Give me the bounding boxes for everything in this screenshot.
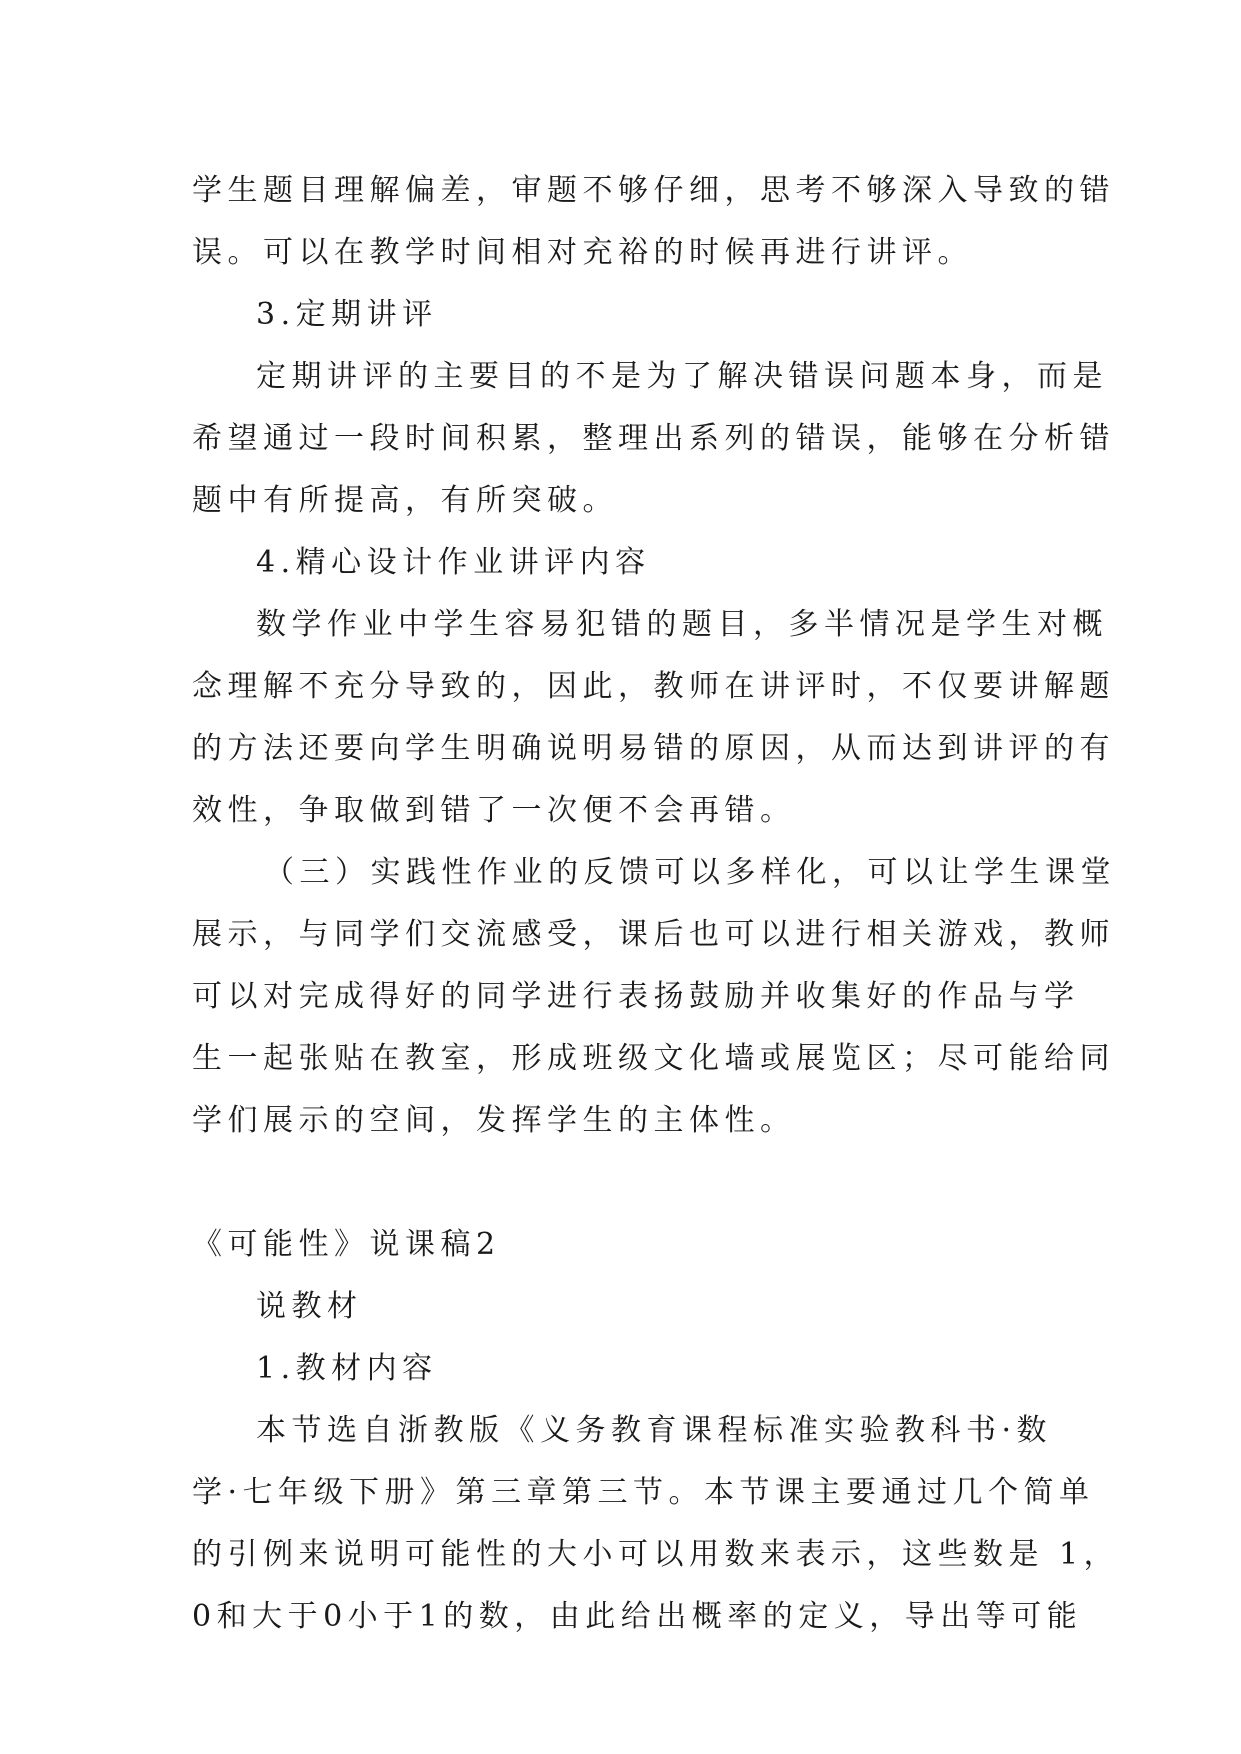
- paragraph-line: 本节选自浙教版《义务教育课程标准实验教科书·数: [256, 1413, 1053, 1448]
- paragraph-line: 数学作业中学生容易犯错的题目，多半情况是学生对概: [256, 607, 1108, 642]
- paragraph-line: 的方法还要向学生明确说明易错的原因，从而达到讲评的有: [192, 731, 1115, 766]
- paragraph-line: 学们展示的空间，发挥学生的主体性。: [192, 1103, 796, 1138]
- paragraph-line: 希望通过一段时间积累，整理出系列的错误，能够在分析错: [192, 421, 1115, 456]
- paragraph-line: 学·七年级下册》第三章第三节。本节课主要通过几个简单: [192, 1475, 1095, 1510]
- paragraph-line: （三）实践性作业的反馈可以多样化，可以让学生课堂: [264, 855, 1116, 890]
- section-spacer: [192, 1152, 1052, 1214]
- paragraph-line: 误。可以在教学时间相对充裕的时候再进行讲评。: [192, 235, 973, 270]
- paragraph-line: 效性，争取做到错了一次便不会再错。: [192, 793, 796, 828]
- paragraph-line: 题中有所提高，有所突破。: [192, 483, 618, 518]
- paragraph-line: 展示，与同学们交流感受，课后也可以进行相关游戏，教师: [192, 917, 1115, 952]
- paragraph-line: 的引例来说明可能性的大小可以用数来表示，这些数是 1，: [192, 1537, 1120, 1572]
- section-heading: 4.精心设计作业讲评内容: [256, 545, 651, 580]
- paragraph-line: 生一起张贴在教室，形成班级文化墙或展览区；尽可能给同: [192, 1041, 1115, 1076]
- section-heading: 1.教材内容: [256, 1351, 438, 1386]
- paragraph-line: 0和大于0小于1的数，由此给出概率的定义，导出等可能: [192, 1599, 1083, 1634]
- paragraph-line: 定期讲评的主要目的不是为了解决错误问题本身，而是: [256, 359, 1108, 394]
- document-title: 《可能性》说课稿2: [192, 1227, 501, 1262]
- document-body: [192, 160, 1120, 1648]
- paragraph-line: 可以对完成得好的同学进行表扬鼓励并收集好的作品与学: [192, 979, 1080, 1014]
- paragraph-line: 学生题目理解偏差，审题不够仔细，思考不够深入导致的错: [192, 173, 1115, 208]
- section-heading: 3.定期讲评: [256, 297, 438, 332]
- section-heading: 说教材: [256, 1289, 363, 1324]
- paragraph-line: 念理解不充分导致的，因此，教师在讲评时，不仅要讲解题: [192, 669, 1115, 704]
